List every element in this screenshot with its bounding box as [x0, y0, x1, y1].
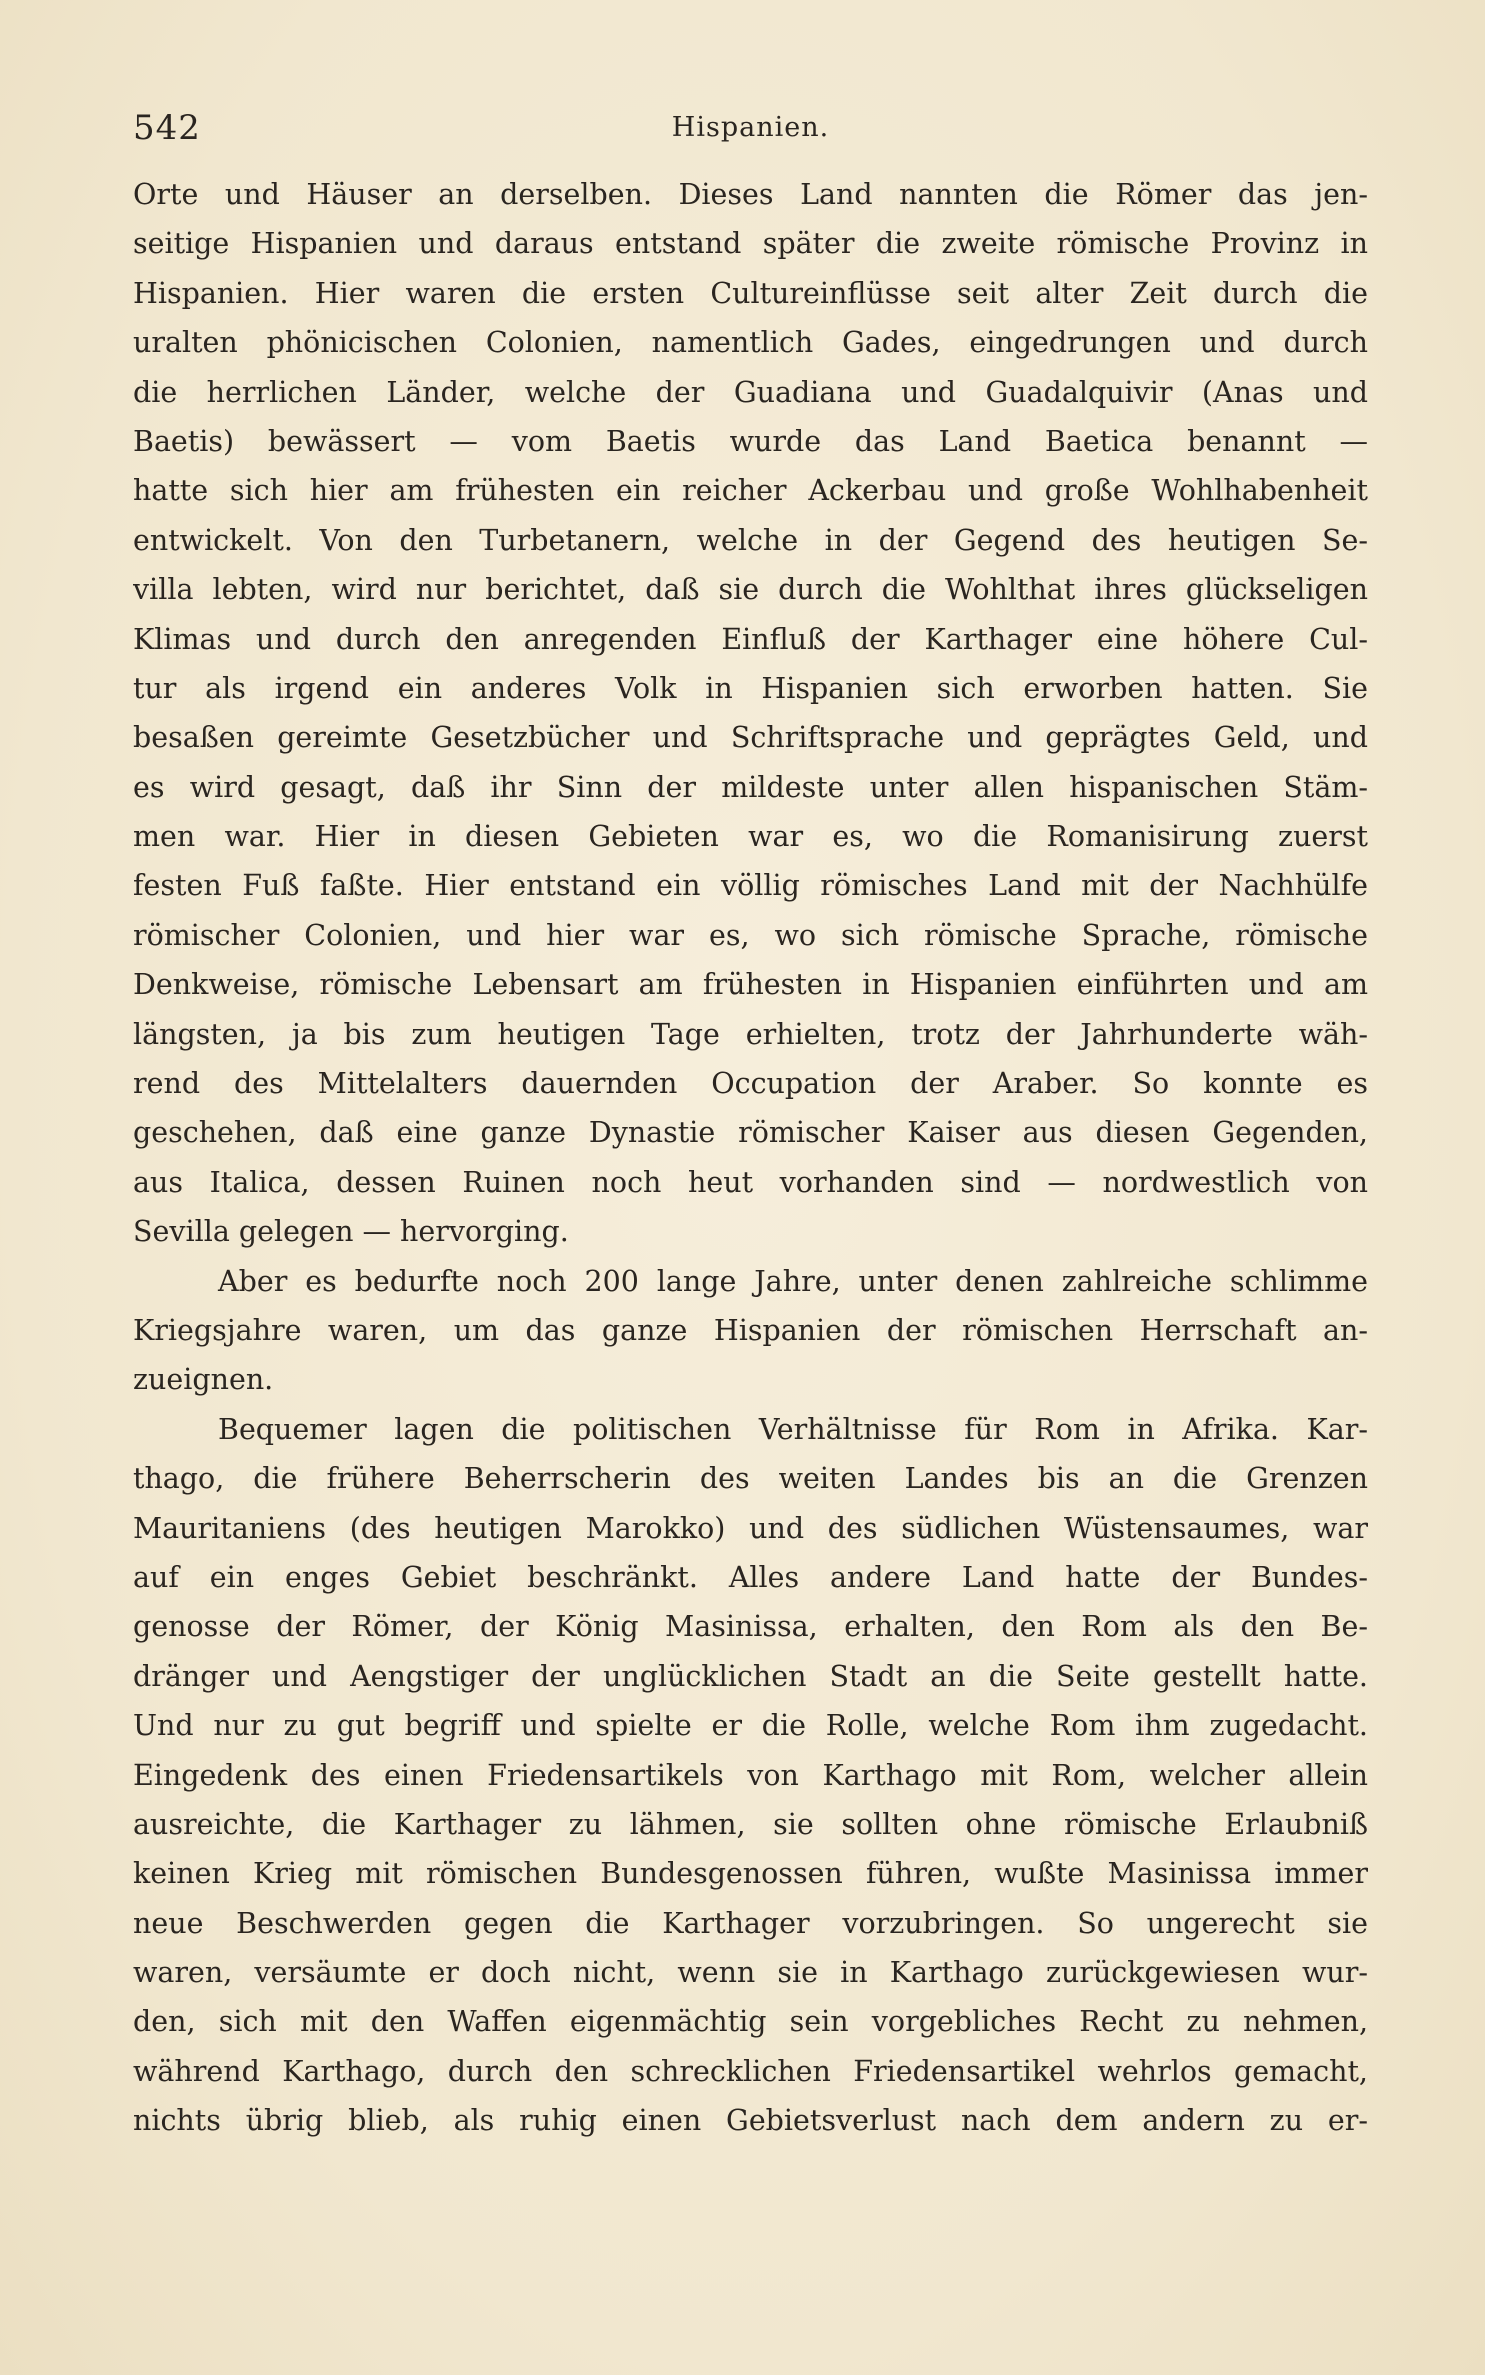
text-line: hatte sich hier am frühesten ein reicher Ackerbau und große Wohlhabenheit	[133, 474, 1368, 508]
text-line: uralten phönicischen Colonien, namentlich Gades, eingedrungen und durch	[133, 326, 1368, 360]
text-line: Hispanien. Hier waren die ersten Cultureinflüsse seit alter Zeit durch die	[133, 276, 1368, 310]
running-title: Hispanien.	[671, 112, 830, 143]
text-line: Klimas und durch den anregenden Einfluß der Karthager eine höhere Cul-	[133, 622, 1368, 656]
text-line: thago, die frühere Beherrscherin des weiten Landes bis an die Grenzen	[133, 1462, 1368, 1496]
text-line: Kriegsjahre waren, um das ganze Hispanien der römischen Herrschaft an-	[133, 1313, 1368, 1347]
text-line: seitige Hispanien und daraus entstand später die zweite römische Provinz in	[133, 227, 1368, 261]
text-line: geschehen, daß eine ganze Dynastie römischer Kaiser aus diesen Gegenden,	[133, 1116, 1368, 1150]
paragraph	[133, 170, 1368, 1257]
text-line: waren, versäumte er doch nicht, wenn sie in Karthago zurückgewiesen wur-	[133, 1956, 1368, 1990]
text-line: Sevilla gelegen — hervorging.	[133, 1215, 569, 1249]
text-line: men war. Hier in diesen Gebieten war es, wo die Romanisirung zuerst	[133, 820, 1368, 854]
text-line: aus Italica, dessen Ruinen noch heut vorhanden sind — nordwestlich von	[133, 1165, 1368, 1199]
text-line: die herrlichen Länder, welche der Guadiana und Guadalquivir (Anas und	[133, 375, 1368, 409]
text-line: während Karthago, durch den schrecklichen Friedensartikel wehrlos gemacht,	[133, 2054, 1368, 2088]
text-line: ausreichte, die Karthager zu lähmen, sie sollten ohne römische Erlaubniß	[133, 1807, 1368, 1841]
text-line: Denkweise, römische Lebensart am frühesten in Hispanien einführten und am	[133, 968, 1368, 1002]
page-header	[133, 108, 1368, 152]
text-line: Aber es bedurfte noch 200 lange Jahre, unter denen zahlreiche schlimme	[218, 1264, 1368, 1298]
text-line: dränger und Aengstiger der unglücklichen Stadt an die Seite gestellt hatte.	[133, 1659, 1368, 1693]
text-line: längsten, ja bis zum heutigen Tage erhielten, trotz der Jahrhunderte wäh-	[133, 1017, 1368, 1051]
text-line: nichts übrig blieb, als ruhig einen Gebietsverlust nach dem andern zu er-	[133, 2104, 1368, 2138]
text-line: keinen Krieg mit römischen Bundesgenossen führen, wußte Masinissa immer	[133, 1857, 1368, 1891]
page-number: 542	[133, 108, 201, 148]
text-line: Eingedenk des einen Friedensartikels von Karthago mit Rom, welcher allein	[133, 1758, 1368, 1792]
text-line: es wird gesagt, daß ihr Sinn der mildeste unter allen hispanischen Stäm-	[133, 770, 1368, 804]
text-line: neue Beschwerden gegen die Karthager vorzubringen. So ungerecht sie	[133, 1906, 1368, 1940]
text-line: Bequemer lagen die politischen Verhältnisse für Rom in Afrika. Kar-	[218, 1412, 1368, 1446]
text-line: tur als irgend ein anderes Volk in Hispanien sich erworben hatten. Sie	[133, 671, 1368, 705]
text-line: genosse der Römer, der König Masinissa, erhalten, den Rom als den Be-	[133, 1610, 1368, 1644]
text-line: festen Fuß faßte. Hier entstand ein völlig römisches Land mit der Nachhülfe	[133, 869, 1368, 903]
text-line: entwickelt. Von den Turbetanern, welche in der Gegend des heutigen Se-	[133, 523, 1368, 557]
text-line: auf ein enges Gebiet beschränkt. Alles andere Land hatte der Bundes-	[133, 1560, 1368, 1594]
text-line: rend des Mittelalters dauernden Occupation der Araber. So konnte es	[133, 1067, 1368, 1101]
text-line: Mauritaniens (des heutigen Marokko) und des südlichen Wüstensaumes, war	[133, 1511, 1368, 1545]
body-text	[133, 170, 1368, 2146]
text-line: besaßen gereimte Gesetzbücher und Schriftsprache und geprägtes Geld, und	[133, 721, 1368, 755]
text-line: Und nur zu gut begriff und spielte er die Rolle, welche Rom ihm zugedacht.	[133, 1709, 1368, 1743]
text-line: römischer Colonien, und hier war es, wo sich römische Sprache, römische	[133, 918, 1368, 952]
paragraph	[133, 1257, 1368, 1405]
text-line: den, sich mit den Waffen eigenmächtig sein vorgebliches Recht zu nehmen,	[133, 2005, 1368, 2039]
text-line: Baetis) bewässert — vom Baetis wurde das Land Baetica benannt —	[133, 424, 1368, 458]
text-line: villa lebten, wird nur berichtet, daß sie durch die Wohlthat ihres glückseligen	[133, 573, 1368, 607]
paragraph	[133, 1405, 1368, 2146]
text-line: Orte und Häuser an derselben. Dieses Land nannten die Römer das jen-	[133, 178, 1368, 211]
text-line: zueignen.	[133, 1363, 274, 1397]
